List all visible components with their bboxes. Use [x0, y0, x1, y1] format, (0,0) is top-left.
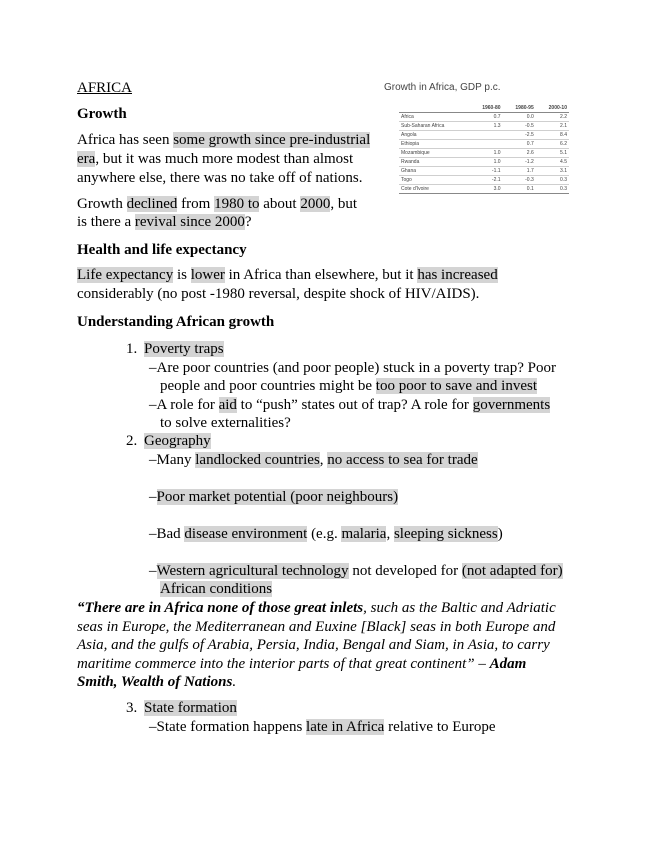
table-cell: 0.7	[503, 140, 536, 149]
table-row	[399, 167, 569, 176]
table-cell: Togo	[399, 176, 469, 185]
table-cell: Cote d'Ivoire	[399, 185, 469, 194]
table-row	[399, 176, 569, 185]
table-header-cell: 1980-95	[503, 104, 536, 113]
table-cell: 4.5	[536, 158, 569, 167]
bullet-line: to solve externalities?	[160, 415, 291, 431]
table-cell: Mozambique	[399, 149, 469, 158]
table-cell: 0.1	[503, 185, 536, 194]
quote-line: Asia, and the gulfs of Arabia, Persia, India, Bengal and Siam, in Asia, to carry	[77, 637, 550, 653]
table-cell: 2.2	[536, 113, 569, 122]
list-number: 2.	[126, 433, 138, 449]
list-number: 3.	[126, 700, 138, 716]
table-row	[399, 158, 569, 167]
quote-line: Smith, Wealth of Nations.	[77, 674, 237, 690]
health-heading: Health and life expectancy	[77, 242, 247, 258]
table-cell: 3.1	[536, 167, 569, 176]
table-cell: 1.0	[469, 158, 502, 167]
table-cell: 8.4	[536, 131, 569, 140]
health-paragraph-line: Life expectancy is lower in Africa than elsewhere, but it has increased	[77, 267, 498, 283]
table-row	[399, 131, 569, 140]
growth-paragraph-line: Africa has seen some growth since pre-industrial	[77, 132, 371, 148]
table-header-cell: 2000-10	[536, 104, 569, 113]
table-cell: Ghana	[399, 167, 469, 176]
table-header-row	[399, 104, 569, 113]
table-cell: 2.1	[536, 122, 569, 131]
table-row	[399, 113, 569, 122]
table-cell: Sub-Saharan Africa	[399, 122, 469, 131]
bullet-line: –State formation happens late in Africa relative to Europe	[149, 719, 496, 735]
table-cell: 1.0	[469, 149, 502, 158]
table-cell: 0.3	[536, 185, 569, 194]
table-cell: 0.7	[469, 113, 502, 122]
list-number: 1.	[126, 341, 138, 357]
table-row	[399, 149, 569, 158]
table-cell: -2.1	[469, 176, 502, 185]
bullet-line: –Bad disease environment (e.g. malaria, sleeping sickness)	[149, 526, 503, 542]
table-cell: -1.1	[469, 167, 502, 176]
table-cell: 2.6	[503, 149, 536, 158]
understanding-heading: Understanding African growth	[77, 314, 275, 330]
table-cell: -0.5	[503, 122, 536, 131]
table-cell: Angola	[399, 131, 469, 140]
table-cell: Rwanda	[399, 158, 469, 167]
table-cell	[469, 131, 502, 140]
growth-heading: Growth	[77, 106, 127, 122]
table-row	[399, 185, 569, 194]
table-cell: 3.0	[469, 185, 502, 194]
table-cell: 5.1	[536, 149, 569, 158]
table-cell: 1.3	[469, 122, 502, 131]
quote-line: maritime commerce into the interior parts of that great continent” – Adam	[77, 656, 527, 672]
table-cell: 0.3	[536, 176, 569, 185]
table-cell: 1.7	[503, 167, 536, 176]
bullet-line: people and poor countries might be too poor to save and invest	[160, 378, 538, 394]
bullet-line: –Poor market potential (poor neighbours)	[149, 489, 399, 505]
growth-paragraph-line: Growth declined from 1980 to about 2000, but	[77, 196, 357, 212]
table-row	[399, 122, 569, 131]
table-cell: -2.5	[503, 131, 536, 140]
table-header-cell: 1960-80	[469, 104, 502, 113]
growth-paragraph-line: anywhere else, there was no take off of nations.	[77, 170, 363, 186]
table-header-cell	[399, 104, 469, 113]
table-row	[399, 140, 569, 149]
table-cell: -0.3	[503, 176, 536, 185]
table-cell: Ethiopia	[399, 140, 469, 149]
list-item-label: State formation	[144, 700, 237, 716]
quote-line: “There are in Africa none of those great inlets, such as the Baltic and Adriatic	[77, 600, 556, 616]
table-cell: -1.2	[503, 158, 536, 167]
gdp-growth-table	[399, 104, 569, 194]
table-cell: 6.2	[536, 140, 569, 149]
list-item-label: Poverty traps	[144, 341, 224, 357]
page-title: AFRICA	[77, 80, 133, 96]
table-caption: Growth in Africa, GDP p.c.	[384, 82, 501, 93]
bullet-line: –Western agricultural technology not developed for (not adapted for)	[149, 563, 563, 579]
bullet-line: –A role for aid to “push” states out of trap? A role for governments	[149, 397, 551, 413]
table-cell	[469, 140, 502, 149]
list-item-label: Geography	[144, 433, 211, 449]
table-cell: Africa	[399, 113, 469, 122]
table-cell: 0.0	[503, 113, 536, 122]
quote-line: seas in Europe, the Mediterranean and Euxine [Black] seas in both Europe and	[77, 619, 556, 635]
growth-paragraph-line: era, but it was much more modest than almost	[77, 151, 354, 167]
bullet-line: African conditions	[160, 581, 273, 597]
bullet-line: –Are poor countries (and poor people) stuck in a poverty trap? Poor	[149, 360, 556, 376]
health-paragraph-line: considerably (no post -1980 reversal, despite shock of HIV/AIDS).	[77, 286, 480, 302]
bullet-line: –Many landlocked countries, no access to sea for trade	[149, 452, 478, 468]
growth-paragraph-line: is there a revival since 2000?	[77, 214, 252, 230]
